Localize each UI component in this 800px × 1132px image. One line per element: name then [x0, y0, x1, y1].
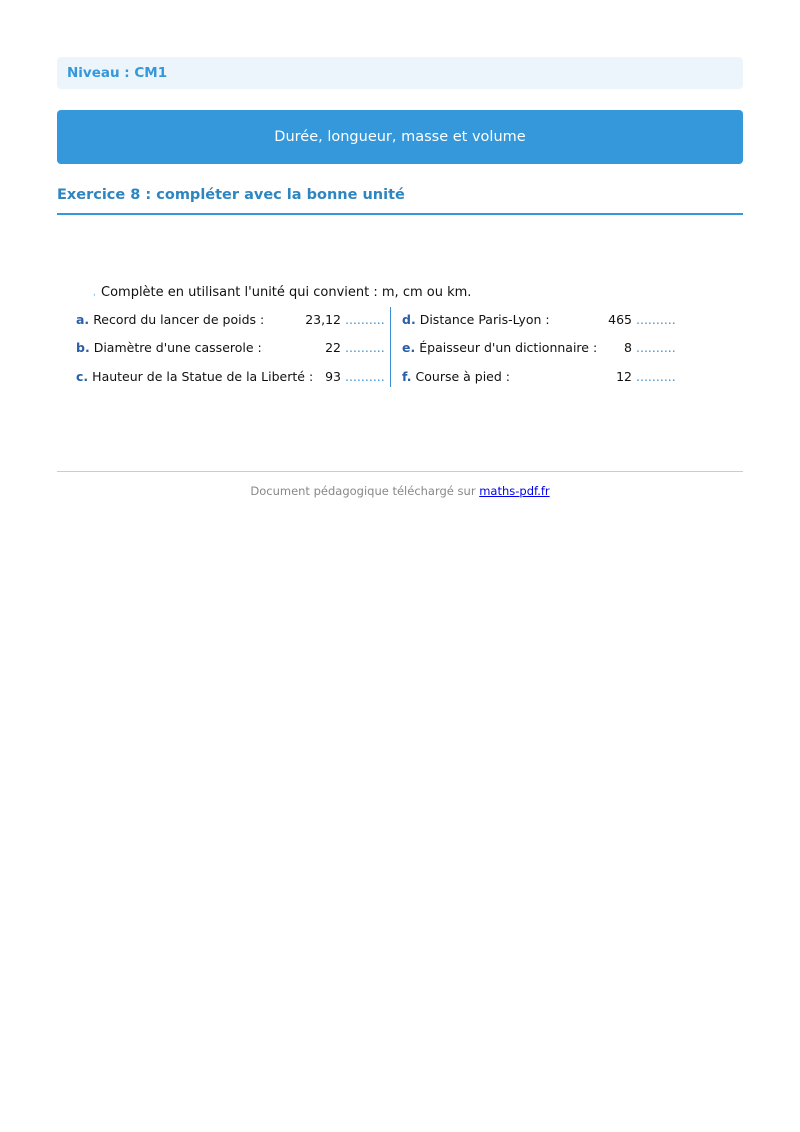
exercise-item-e: [402, 338, 676, 358]
item-text: Course à pied :: [415, 369, 510, 384]
worksheet-title: Durée, longueur, masse et volume: [274, 129, 526, 145]
exercise-item-d: [402, 310, 676, 330]
exercise-content: [72, 280, 692, 395]
item-value: 93: [325, 369, 341, 384]
exercise-instruction: Complète en utilisant l'unité qui convient : m, cm ou km.: [101, 285, 472, 300]
level-bar: [57, 57, 743, 89]
item-text: Épaisseur d'un dictionnaire :: [419, 340, 598, 355]
item-value: 8: [624, 340, 632, 355]
item-letter: b.: [76, 340, 90, 355]
item-text: Hauteur de la Statue de la Liberté :: [92, 369, 314, 384]
item-letter: c.: [76, 369, 89, 384]
exercise-item-b: [76, 338, 385, 358]
exercise-item-a: [76, 310, 385, 330]
item-text: Diamètre d'une casserole :: [93, 340, 262, 355]
footer-divider: [57, 471, 743, 472]
level-label: Niveau : CM1: [67, 65, 168, 81]
item-value: 22: [325, 340, 341, 355]
instruction-mark-icon: ,: [93, 288, 96, 298]
title-banner: [57, 110, 743, 164]
item-value: 23,12: [305, 312, 341, 327]
item-letter: d.: [402, 312, 416, 327]
exercise-item-c: [76, 367, 385, 387]
item-value: 12: [616, 369, 632, 384]
item-letter: e.: [402, 340, 416, 355]
footer-text: Document pédagogique téléchargé sur: [250, 484, 476, 498]
answer-blank[interactable]: ..........: [345, 312, 385, 327]
item-value: 465: [608, 312, 632, 327]
answer-blank[interactable]: ..........: [636, 312, 676, 327]
answer-blank[interactable]: ..........: [345, 340, 385, 355]
footer-link[interactable]: maths-pdf.fr: [479, 484, 550, 498]
answer-blank[interactable]: ..........: [636, 369, 676, 384]
column-divider: [390, 307, 391, 387]
answer-blank[interactable]: ..........: [345, 369, 385, 384]
exercise-heading: Exercice 8 : compléter avec la bonne unité: [57, 184, 743, 215]
item-text: Distance Paris-Lyon :: [419, 312, 550, 327]
footer: [0, 484, 800, 498]
item-letter: f.: [402, 369, 412, 384]
exercise-item-f: [402, 367, 676, 387]
item-letter: a.: [76, 312, 90, 327]
answer-blank[interactable]: ..........: [636, 340, 676, 355]
item-text: Record du lancer de poids :: [93, 312, 265, 327]
